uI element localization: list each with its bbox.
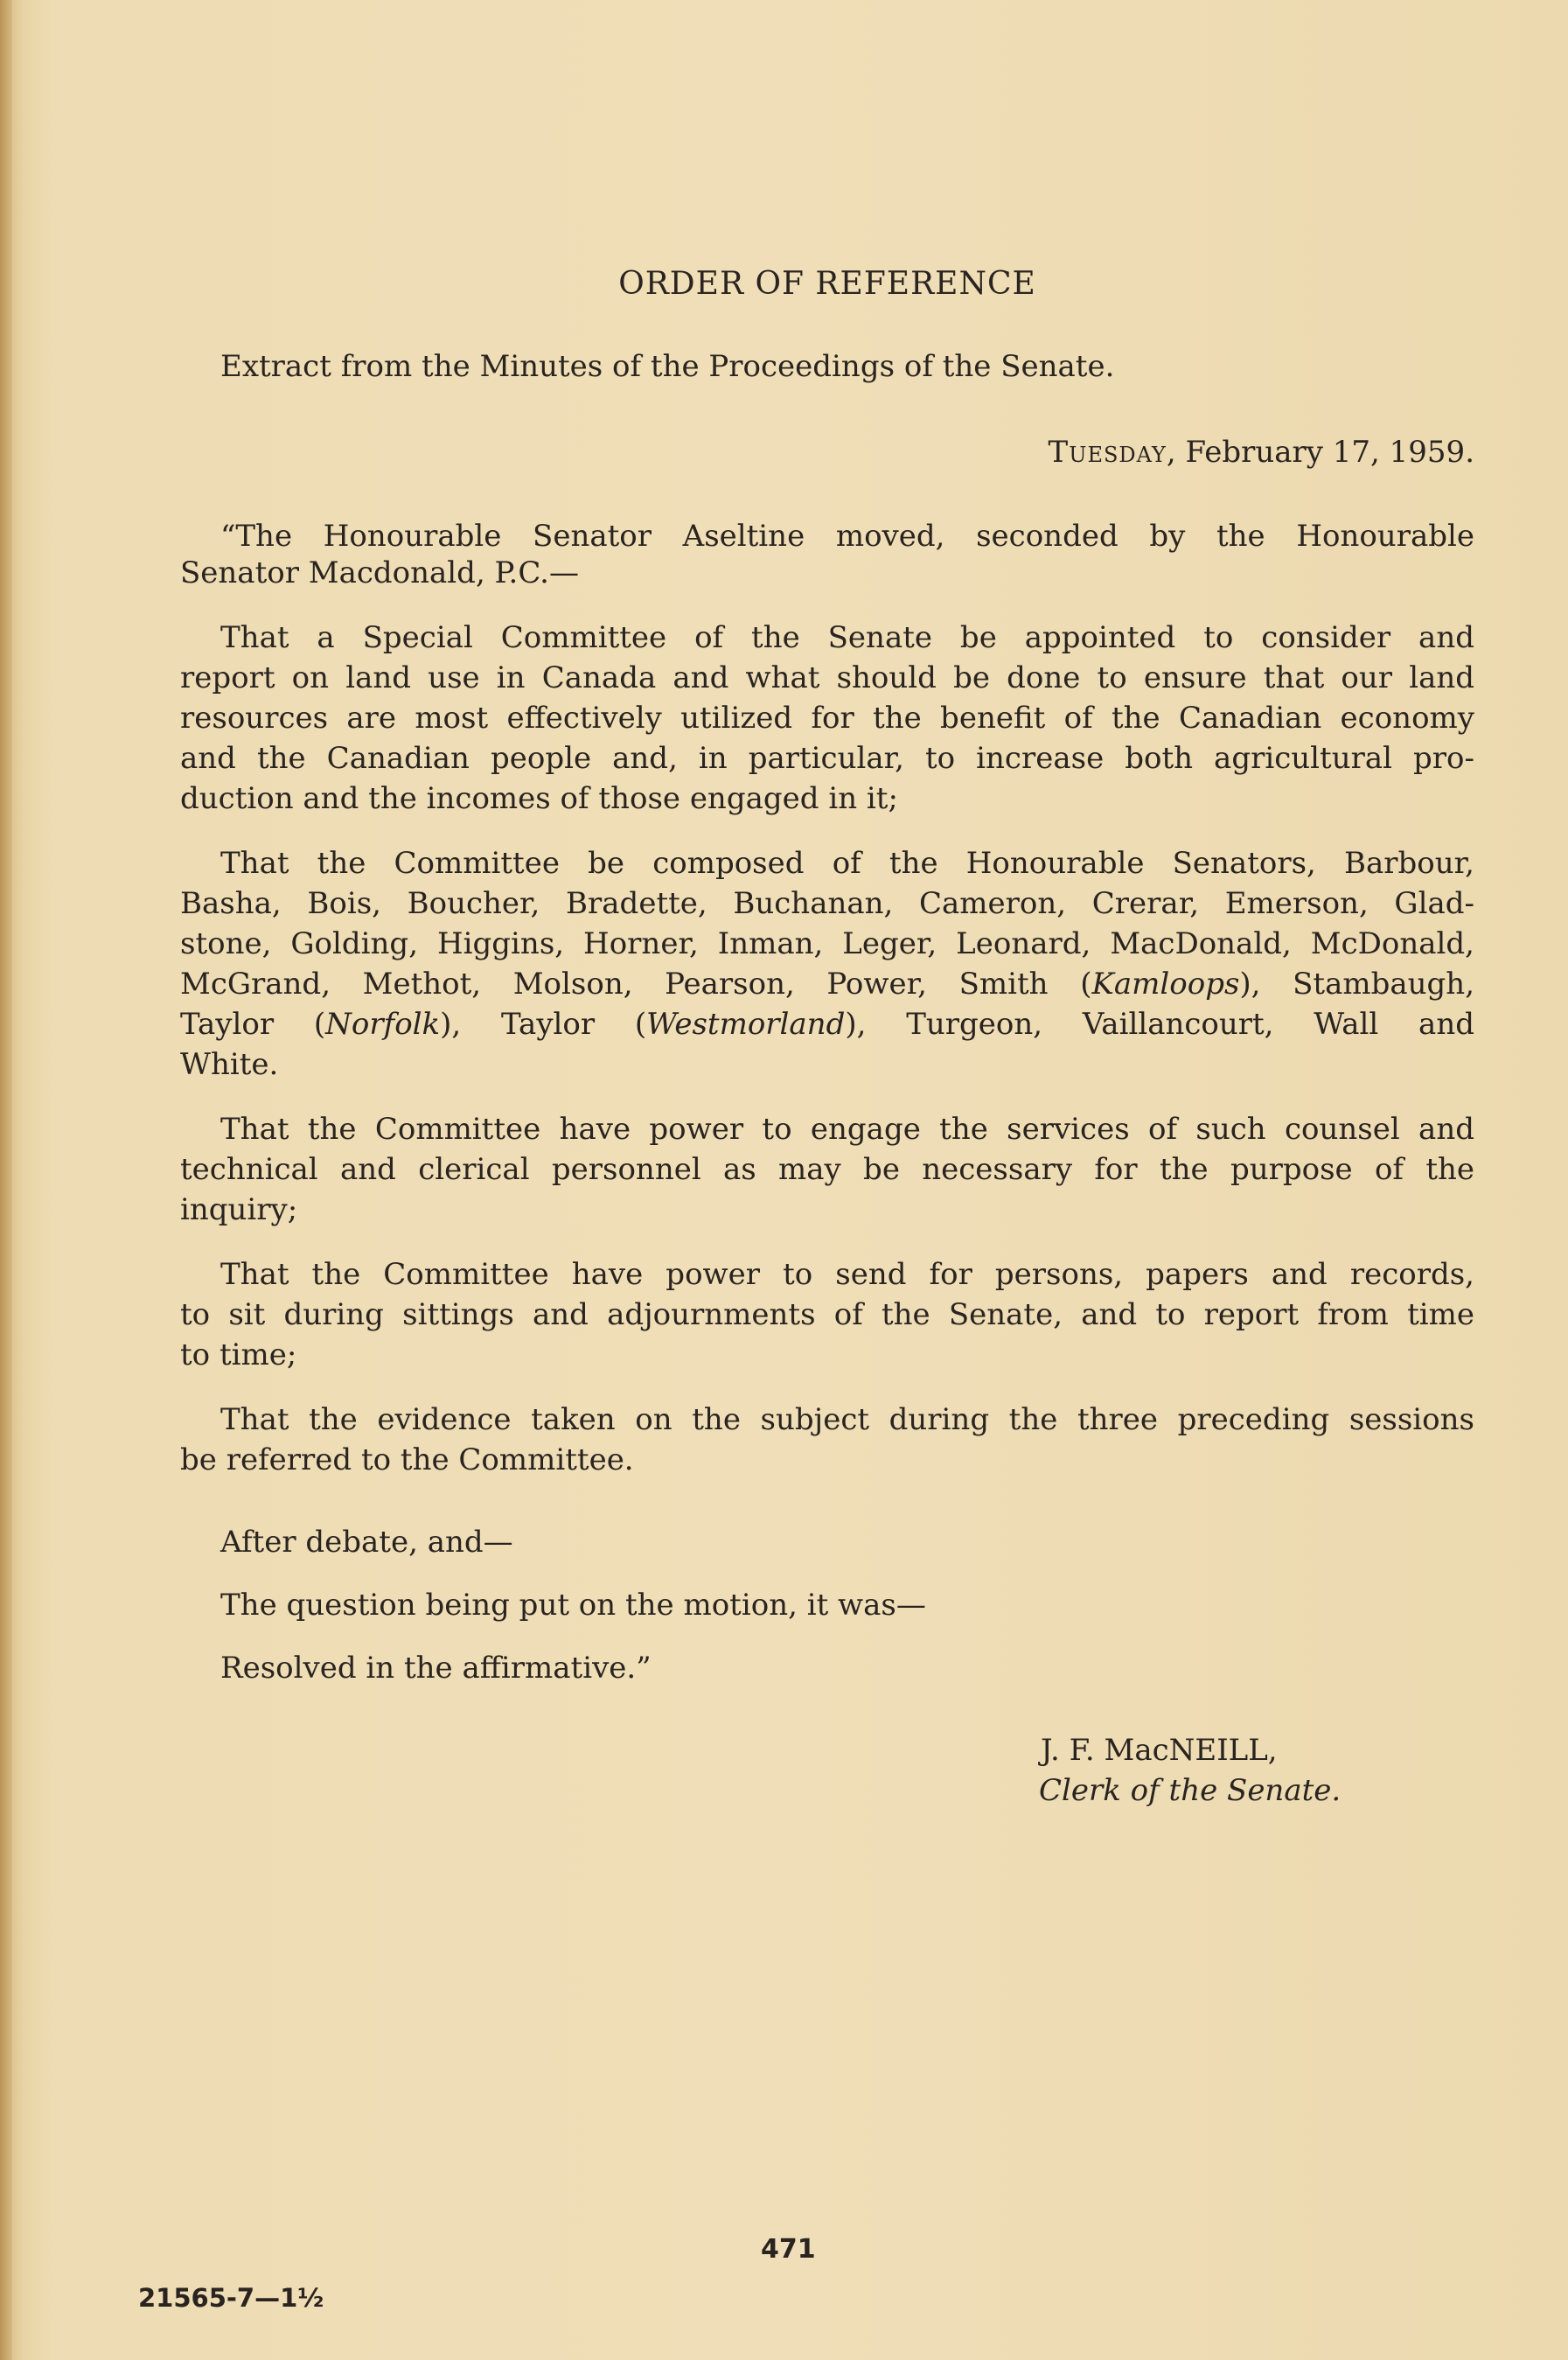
subtitle: Extract from the Minutes of the Proceedings of the Senate. bbox=[220, 349, 1115, 384]
paragraph-line: That the evidence taken on the subject during the three preceding sessions bbox=[220, 1402, 1474, 1437]
paragraph-line: Basha, Bois, Boucher, Bradette, Buchanan, Cameron, Crerar, Emerson, Glad- bbox=[180, 886, 1474, 921]
paragraph-line: be referred to the Committee. bbox=[180, 1442, 634, 1477]
paragraph-line: That a Special Committee of the Senate be appointed to consider and bbox=[220, 620, 1474, 655]
text-segment: ), Stambaugh, bbox=[1239, 967, 1475, 1002]
paragraph-line: That the Committee have power to engage the services of such counsel and bbox=[220, 1112, 1474, 1147]
paragraph-line: White. bbox=[180, 1047, 279, 1082]
signature-name: J. F. MacNEILL, bbox=[1041, 1733, 1278, 1768]
motion-line: “The Honourable Senator Aseltine moved, seconded by the Honourable bbox=[220, 519, 1474, 554]
text-segment: ), Taylor ( bbox=[440, 1007, 647, 1042]
text-segment: Taylor ( bbox=[180, 1007, 326, 1042]
print-code: 21565-7—1½ bbox=[138, 2283, 324, 2313]
paragraph-line: duction and the incomes of those engaged in it; bbox=[180, 781, 898, 816]
signature-title: Clerk of the Senate. bbox=[1039, 1773, 1342, 1808]
italic-place-name: Kamloops bbox=[1091, 967, 1240, 1002]
date-rest: , February 17, 1959. bbox=[1166, 435, 1474, 470]
date-line bbox=[1049, 432, 1474, 472]
paragraph-line: inquiry; bbox=[180, 1192, 298, 1227]
italic-place-name: Norfolk bbox=[325, 1007, 441, 1042]
paragraph-line: report on land use in Canada and what should be done to ensure that our land bbox=[180, 660, 1474, 695]
italic-place-name: Westmorland bbox=[646, 1007, 846, 1042]
paragraph-line: technical and clerical personnel as may be necessary for the purpose of the bbox=[180, 1152, 1474, 1187]
closing-line: Resolved in the affirmative.” bbox=[220, 1651, 652, 1686]
text-segment: ), Turgeon, Vaillancourt, Wall and bbox=[845, 1007, 1474, 1042]
paragraph-line: and the Canadian people and, in particular, to increase both agricultural pro- bbox=[180, 741, 1474, 776]
page-number: 471 bbox=[761, 2234, 816, 2265]
paragraph-line: resources are most effectively utilized for the benefit of the Canadian economy bbox=[180, 701, 1474, 736]
date-day: Tuesday bbox=[1048, 435, 1167, 470]
paragraph-line: That the Committee be composed of the Honourable Senators, Barbour, bbox=[220, 846, 1474, 881]
paragraph-line bbox=[180, 1004, 1474, 1044]
document-title: ORDER OF REFERENCE bbox=[618, 266, 1036, 302]
motion-line: Senator Macdonald, P.C.— bbox=[180, 555, 579, 590]
paragraph-line: to sit during sittings and adjournments of the Senate, and to report from time bbox=[180, 1297, 1474, 1332]
closing-line: The question being put on the motion, it was— bbox=[220, 1588, 926, 1623]
paragraph-line bbox=[180, 964, 1474, 1004]
text-segment: McGrand, Methot, Molson, Pearson, Power, Smith ( bbox=[180, 967, 1092, 1002]
closing-line: After debate, and— bbox=[220, 1525, 513, 1560]
paragraph-line: to time; bbox=[180, 1337, 297, 1372]
page-edge bbox=[0, 0, 12, 2360]
paragraph-line: stone, Golding, Higgins, Horner, Inman, Leger, Leonard, MacDonald, McDonald, bbox=[180, 926, 1474, 961]
paragraph-line: That the Committee have power to send for persons, papers and records, bbox=[220, 1257, 1474, 1292]
